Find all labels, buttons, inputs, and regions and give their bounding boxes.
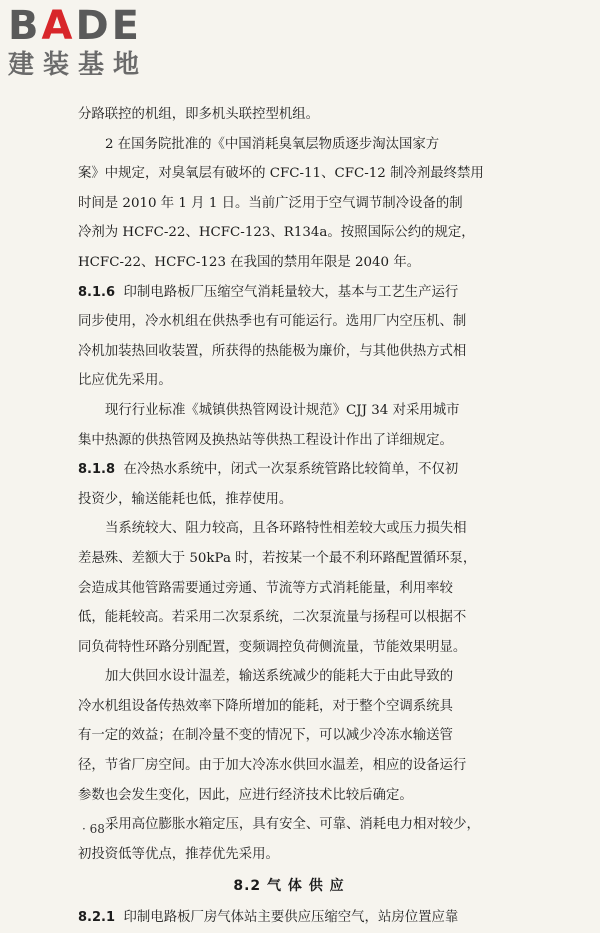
- text-line: 会造成其他管路需要通过旁通、节流等方式消耗能量，利用率较: [78, 580, 453, 596]
- text-line: 差悬殊、差额大于 50kPa 时，若按某一个最不利环路配置循环泵，: [78, 550, 477, 566]
- text-line: 案》中规定，对臭氧层有破坏的 CFC-11、CFC-12 制冷剂最终禁用: [78, 166, 484, 182]
- clause-number: 8.1.6: [78, 284, 116, 300]
- text-line: 比应优先采用。: [78, 373, 172, 389]
- text-line: 冷机加装热回收装置，所获得的热能极为廉价，与其他供热方式相: [78, 343, 467, 359]
- text-line: 初投资低等优点，推荐优先采用。: [78, 846, 279, 862]
- text-line: 加大供回水设计温差，输送系统减少的能耗大于由此导致的: [105, 669, 454, 685]
- text-line: 参数也会发生变化，因此，应进行经济技术比较后确定。: [78, 787, 413, 803]
- logo-wordmark: [8, 4, 178, 48]
- clause-line: [78, 278, 500, 308]
- clause-line: [78, 455, 500, 485]
- document-body: [78, 100, 500, 933]
- logo-subtitle: 建装基地: [8, 50, 149, 80]
- text-line: 当系统较大、阻力较高，且各环路特性相差较大或压力损失相: [105, 521, 467, 537]
- text-line: 2 在国务院批准的《中国消耗臭氧层物质逐步淘汰国家方: [105, 136, 440, 152]
- clause-text: 印制电路板厂压缩空气消耗量较大，基本与工艺生产运行: [123, 284, 459, 300]
- section-heading: 8.2 气 体 供 应: [233, 878, 345, 895]
- text-line: 时间是 2010 年 1 月 1 日。当前广泛用于空气调节制冷设备的制: [78, 195, 463, 211]
- text-line: 低，能耗较高。若采用二次泵系统，二次泵流量与扬程可以根据不: [78, 610, 467, 626]
- clause-number: 8.2.1: [78, 910, 116, 926]
- text-line: 径，节省厂房空间。由于加大冷冻水供回水温差，相应的设备运行: [78, 758, 467, 774]
- text-line: 集中热源的供热管网及换热站等供热工程设计作出了详细规定。: [78, 432, 453, 448]
- text-line: 采用高位膨胀水箱定压，具有安全、可靠、消耗电力相对较少，: [105, 817, 480, 833]
- text-line: 有一定的效益；在制冷量不变的情况下，可以减少冷冻水输送管: [78, 728, 453, 744]
- text-line: 同步使用，冷水机组在供热季也有可能运行。选用厂内空压机、制: [78, 314, 467, 330]
- clause-number: 8.1.8: [78, 462, 116, 478]
- text-line: 现行行业标准《城镇供热管网设计规范》CJJ 34 对采用城市: [105, 402, 460, 418]
- text-line: 分路联控的机组，即多机头联控型机组。: [78, 107, 320, 122]
- text-line: 投资少，输送能耗也低，推荐使用。: [78, 491, 293, 507]
- text-line: 同负荷特性环路分别配置，变频调控负荷侧流量，节能效果明显。: [78, 639, 467, 655]
- text-line: HCFC-22、HCFC-123 在我国的禁用年限是 2040 年。: [78, 254, 421, 270]
- page-number: · 68 ·: [82, 822, 113, 836]
- bade-logo: [8, 4, 178, 80]
- text-line: 冷水机组设备传热效率下降所增加的能耗，对于整个空调系统具: [78, 698, 453, 714]
- logo-letter-b: B: [8, 3, 42, 49]
- clause-text: 在冷热水系统中，闭式一次泵系统管路比较简单，不仅初: [123, 462, 459, 478]
- text-line: 冷剂为 HCFC-22、HCFC-123、R134a。按照国际公约的规定，: [78, 225, 475, 241]
- clause-line: [78, 903, 500, 933]
- logo-letter-a: A: [41, 3, 76, 49]
- logo-letters-de: DE: [75, 3, 142, 49]
- clause-text: 印制电路板厂房气体站主要供应压缩空气，站房位置应靠: [123, 910, 459, 926]
